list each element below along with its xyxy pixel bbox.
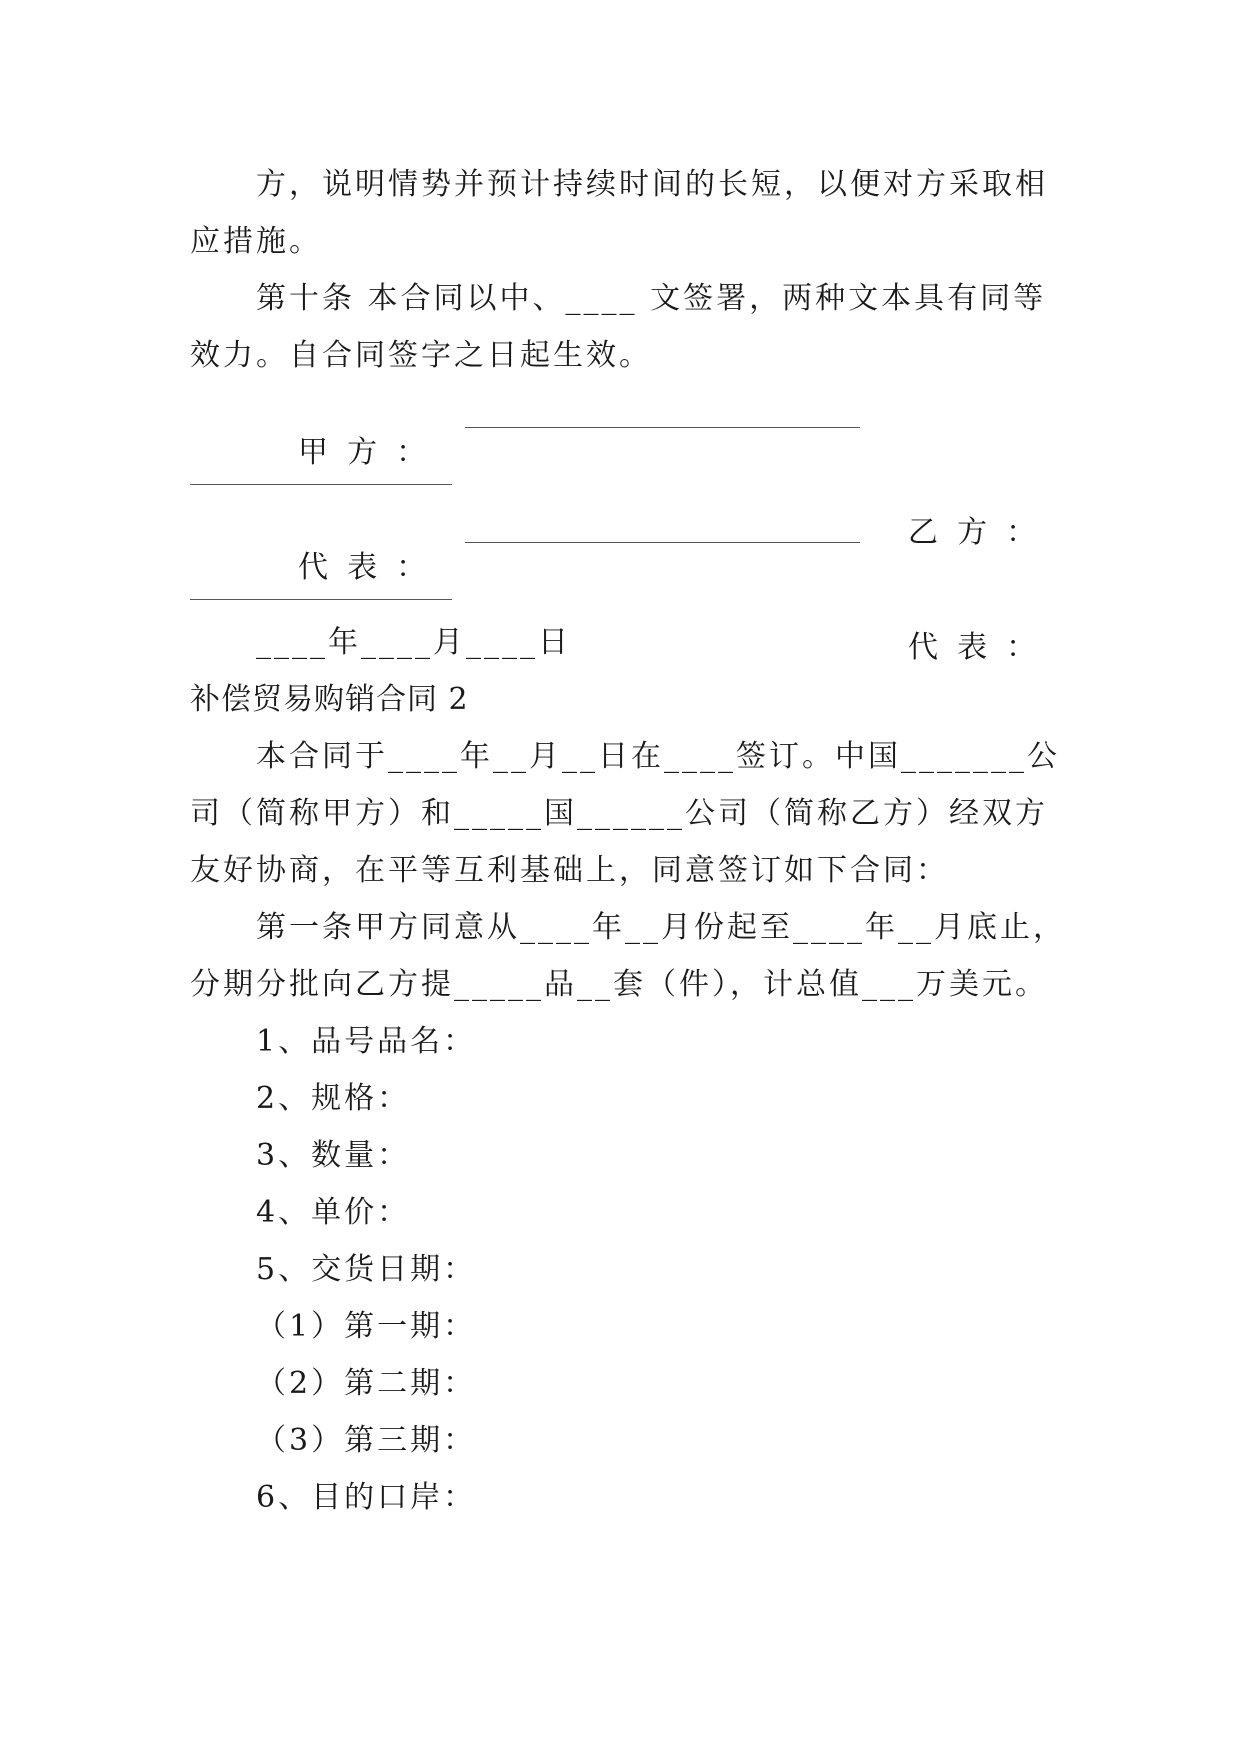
sub-list-item: （2）第二期： bbox=[256, 1366, 477, 1401]
section-title: 补偿贸易购销合同 2 bbox=[190, 682, 469, 717]
paragraph-line: 分期分批向乙方提_____品__套（件），计总值___万美元。 bbox=[190, 967, 1048, 1002]
party-a-blank bbox=[465, 427, 860, 428]
list-item: 6、目的口岸： bbox=[256, 1480, 477, 1515]
article-one-line: 第一条甲方同意从____年__月份起至____年__月底止， bbox=[256, 910, 1066, 945]
paragraph-line: 应措施。 bbox=[190, 224, 322, 259]
party-b-blank bbox=[190, 484, 452, 485]
article-ten-line: 第十条 本合同以中、____ 文签署，两种文本具有同等 bbox=[256, 281, 1047, 316]
list-item: 1、品号品名： bbox=[256, 1024, 477, 1059]
paragraph-line: 效力。自合同签字之日起生效。 bbox=[190, 338, 652, 373]
paragraph-line: 司（简称甲方）和_____国______公司（简称乙方）经双方 bbox=[190, 796, 1048, 831]
rep-b-blank bbox=[190, 599, 452, 600]
party-a-label: 甲 方 ： bbox=[298, 435, 427, 470]
list-item: 2、规格： bbox=[256, 1081, 411, 1116]
paragraph-line: 本合同于____年__月__日在____签订。中国_______公 bbox=[256, 739, 1060, 774]
list-item: 5、交货日期： bbox=[256, 1252, 477, 1287]
paragraph-line: 友好协商，在平等互利基础上，同意签订如下合同： bbox=[190, 853, 949, 888]
date-line: ____年____月____日 bbox=[256, 625, 571, 660]
paragraph-line: 方，说明情势并预计持续时间的长短，以便对方采取相 bbox=[256, 167, 1048, 202]
sub-list-item: （3）第三期： bbox=[256, 1423, 477, 1458]
rep-a-blank bbox=[465, 542, 860, 543]
signature-row-representative bbox=[190, 508, 1052, 708]
list-item: 3、数量： bbox=[256, 1138, 411, 1173]
rep-b-label: 代 表 ： bbox=[908, 630, 1037, 665]
list-item: 4、单价： bbox=[256, 1195, 411, 1230]
sub-list-item: （1）第一期： bbox=[256, 1309, 477, 1344]
party-b-label: 乙 方 ： bbox=[908, 515, 1037, 550]
rep-a-label: 代 表 ： bbox=[298, 550, 427, 585]
